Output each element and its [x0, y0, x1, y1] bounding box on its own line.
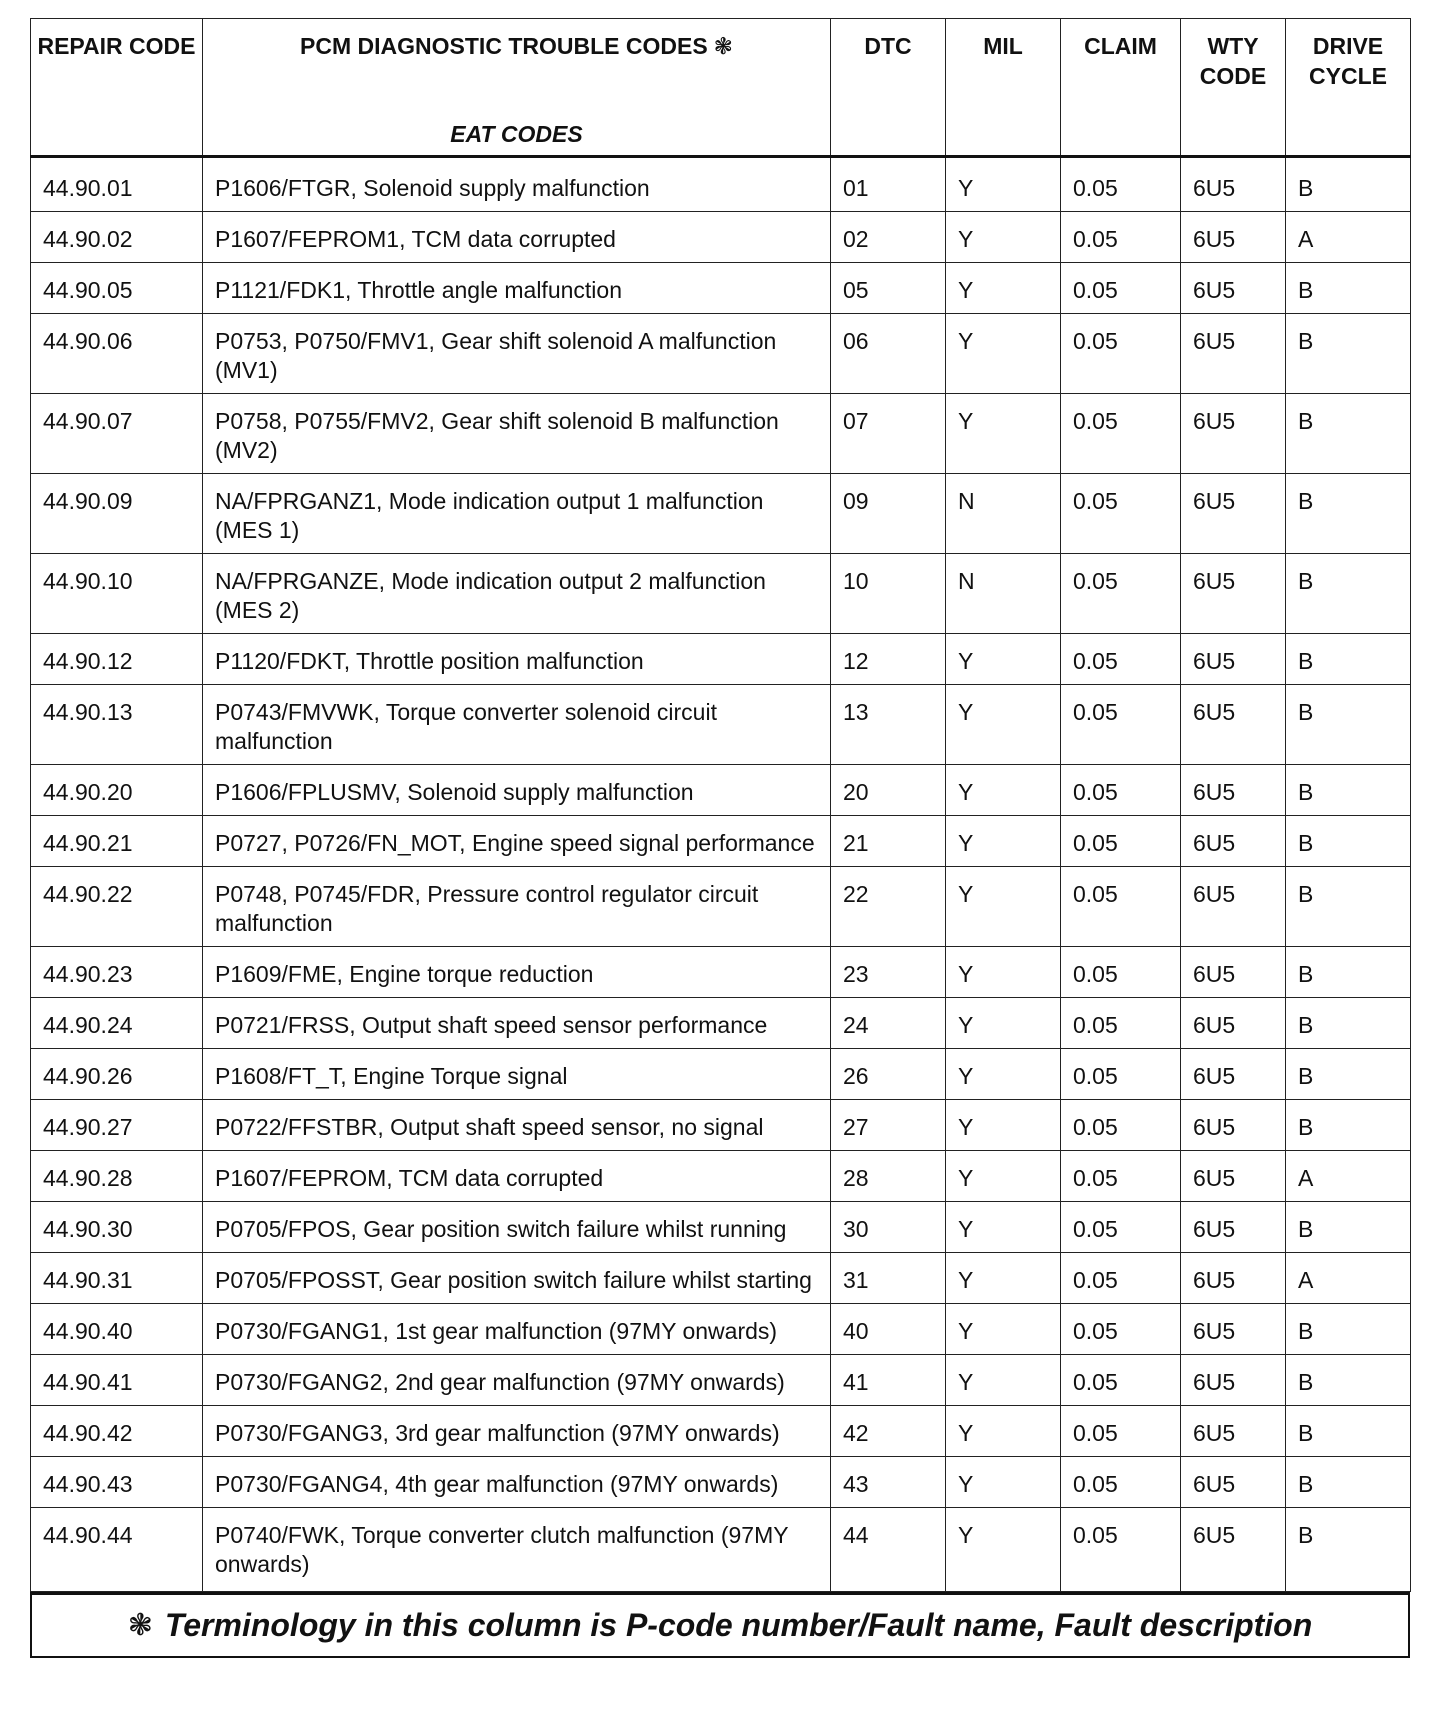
dtc-cell: 07 [831, 394, 946, 474]
dtc-table [30, 18, 1411, 1592]
dtc-cell: 43 [831, 1457, 946, 1508]
description-cell: P0748, P0745/FDR, Pressure control regulator circuit malfunction [203, 867, 831, 947]
col-header-mil: MIL [946, 19, 1061, 157]
wty-code-cell: 6U5 [1181, 1100, 1286, 1151]
description-cell: P0705/FPOSST, Gear position switch failure whilst starting [203, 1253, 831, 1304]
drive-cycle-cell: B [1286, 314, 1411, 394]
terminology-footnote [30, 1592, 1410, 1658]
repair-code-cell: 44.90.40 [31, 1304, 203, 1355]
table-header [31, 19, 1411, 157]
wty-code-cell: 6U5 [1181, 157, 1286, 212]
description-cell: NA/FPRGANZE, Mode indication output 2 malfunction (MES 2) [203, 554, 831, 634]
drive-cycle-cell: B [1286, 1202, 1411, 1253]
description-cell: P0705/FPOS, Gear position switch failure whilst running [203, 1202, 831, 1253]
claim-cell: 0.05 [1061, 212, 1181, 263]
dtc-cell: 27 [831, 1100, 946, 1151]
description-cell: P1607/FEPROM, TCM data corrupted [203, 1151, 831, 1202]
repair-code-cell: 44.90.28 [31, 1151, 203, 1202]
table-row [31, 1457, 1411, 1508]
mil-cell: Y [946, 1049, 1061, 1100]
dtc-cell: 09 [831, 474, 946, 554]
mil-cell: N [946, 554, 1061, 634]
drive-cycle-cell: A [1286, 212, 1411, 263]
description-cell: P0743/FMVWK, Torque converter solenoid circuit malfunction [203, 685, 831, 765]
table-row [31, 314, 1411, 394]
wty-code-cell: 6U5 [1181, 867, 1286, 947]
drive-cycle-cell: B [1286, 554, 1411, 634]
dtc-cell: 06 [831, 314, 946, 394]
wty-code-cell: 6U5 [1181, 212, 1286, 263]
table-row [31, 765, 1411, 816]
table-row [31, 157, 1411, 212]
claim-cell: 0.05 [1061, 1355, 1181, 1406]
table-row [31, 1253, 1411, 1304]
drive-cycle-cell: B [1286, 867, 1411, 947]
table-row [31, 816, 1411, 867]
claim-cell: 0.05 [1061, 263, 1181, 314]
wty-code-cell: 6U5 [1181, 474, 1286, 554]
mil-cell: Y [946, 1508, 1061, 1592]
description-cell: P0730/FGANG3, 3rd gear malfunction (97MY onwards) [203, 1406, 831, 1457]
mil-cell: Y [946, 816, 1061, 867]
description-cell: P1608/FT_T, Engine Torque signal [203, 1049, 831, 1100]
drive-cycle-cell: B [1286, 998, 1411, 1049]
repair-code-cell: 44.90.23 [31, 947, 203, 998]
repair-code-cell: 44.90.10 [31, 554, 203, 634]
table-row [31, 1151, 1411, 1202]
repair-code-cell: 44.90.27 [31, 1100, 203, 1151]
claim-cell: 0.05 [1061, 474, 1181, 554]
mil-cell: Y [946, 867, 1061, 947]
mil-cell: Y [946, 947, 1061, 998]
mil-cell: Y [946, 634, 1061, 685]
col-header-dtc: DTC [831, 19, 946, 157]
wty-code-cell: 6U5 [1181, 998, 1286, 1049]
table-body [31, 157, 1411, 1592]
drive-cycle-cell: B [1286, 157, 1411, 212]
table-row [31, 947, 1411, 998]
table-row [31, 1406, 1411, 1457]
description-cell: P1606/FPLUSMV, Solenoid supply malfunction [203, 765, 831, 816]
description-cell: P0721/FRSS, Output shaft speed sensor performance [203, 998, 831, 1049]
mil-cell: Y [946, 394, 1061, 474]
drive-cycle-cell: B [1286, 1304, 1411, 1355]
dtc-cell: 24 [831, 998, 946, 1049]
dtc-cell: 05 [831, 263, 946, 314]
wty-code-cell: 6U5 [1181, 1508, 1286, 1592]
repair-code-cell: 44.90.07 [31, 394, 203, 474]
mil-cell: Y [946, 212, 1061, 263]
repair-code-cell: 44.90.43 [31, 1457, 203, 1508]
table-row [31, 1049, 1411, 1100]
drive-cycle-cell: B [1286, 1355, 1411, 1406]
claim-cell: 0.05 [1061, 157, 1181, 212]
repair-code-cell: 44.90.41 [31, 1355, 203, 1406]
description-cell: P0722/FFSTBR, Output shaft speed sensor, no signal [203, 1100, 831, 1151]
mil-cell: Y [946, 1355, 1061, 1406]
drive-cycle-cell: B [1286, 263, 1411, 314]
description-cell: P0730/FGANG1, 1st gear malfunction (97MY onwards) [203, 1304, 831, 1355]
dtc-cell: 31 [831, 1253, 946, 1304]
dtc-cell: 30 [831, 1202, 946, 1253]
wty-code-cell: 6U5 [1181, 947, 1286, 998]
dtc-cell: 41 [831, 1355, 946, 1406]
drive-cycle-cell: B [1286, 1508, 1411, 1592]
claim-cell: 0.05 [1061, 685, 1181, 765]
wty-code-cell: 6U5 [1181, 554, 1286, 634]
repair-code-cell: 44.90.24 [31, 998, 203, 1049]
col-header-wty-code: WTY CODE [1181, 19, 1286, 157]
drive-cycle-cell: B [1286, 765, 1411, 816]
table-row [31, 685, 1411, 765]
table-row [31, 867, 1411, 947]
drive-cycle-cell: B [1286, 634, 1411, 685]
wty-code-cell: 6U5 [1181, 765, 1286, 816]
mil-cell: Y [946, 685, 1061, 765]
dtc-cell: 22 [831, 867, 946, 947]
dtc-cell: 42 [831, 1406, 946, 1457]
repair-code-cell: 44.90.30 [31, 1202, 203, 1253]
wty-code-cell: 6U5 [1181, 1457, 1286, 1508]
wty-code-cell: 6U5 [1181, 1202, 1286, 1253]
mil-cell: Y [946, 765, 1061, 816]
claim-cell: 0.05 [1061, 1100, 1181, 1151]
mil-cell: Y [946, 1457, 1061, 1508]
dtc-cell: 23 [831, 947, 946, 998]
description-cell: P0758, P0755/FMV2, Gear shift solenoid B malfunction (MV2) [203, 394, 831, 474]
mil-cell: Y [946, 1406, 1061, 1457]
description-cell: P0730/FGANG4, 4th gear malfunction (97MY onwards) [203, 1457, 831, 1508]
col-header-drive-cycle: DRIVE CYCLE [1286, 19, 1411, 157]
wty-code-cell: 6U5 [1181, 1049, 1286, 1100]
dtc-cell: 01 [831, 157, 946, 212]
wty-code-cell: 6U5 [1181, 816, 1286, 867]
mil-cell: Y [946, 1202, 1061, 1253]
dtc-cell: 28 [831, 1151, 946, 1202]
mil-cell: Y [946, 314, 1061, 394]
description-cell: P1120/FDKT, Throttle position malfunction [203, 634, 831, 685]
repair-code-cell: 44.90.21 [31, 816, 203, 867]
repair-code-cell: 44.90.26 [31, 1049, 203, 1100]
table-row [31, 1202, 1411, 1253]
repair-code-cell: 44.90.22 [31, 867, 203, 947]
claim-cell: 0.05 [1061, 1406, 1181, 1457]
wty-code-cell: 6U5 [1181, 634, 1286, 685]
claim-cell: 0.05 [1061, 1508, 1181, 1592]
table-row [31, 394, 1411, 474]
description-cell: P0730/FGANG2, 2nd gear malfunction (97MY onwards) [203, 1355, 831, 1406]
drive-cycle-cell: B [1286, 394, 1411, 474]
repair-code-cell: 44.90.02 [31, 212, 203, 263]
col-header-claim: CLAIM [1061, 19, 1181, 157]
asterisk-icon: ❃ [713, 33, 733, 59]
dtc-cell: 02 [831, 212, 946, 263]
repair-code-cell: 44.90.44 [31, 1508, 203, 1592]
wty-code-cell: 6U5 [1181, 394, 1286, 474]
repair-code-cell: 44.90.20 [31, 765, 203, 816]
dtc-cell: 44 [831, 1508, 946, 1592]
description-cell: P0740/FWK, Torque converter clutch malfunction (97MY onwards) [203, 1508, 831, 1592]
dtc-cell: 40 [831, 1304, 946, 1355]
drive-cycle-cell: B [1286, 474, 1411, 554]
dtc-cell: 20 [831, 765, 946, 816]
table-row [31, 212, 1411, 263]
drive-cycle-cell: A [1286, 1253, 1411, 1304]
claim-cell: 0.05 [1061, 765, 1181, 816]
drive-cycle-cell: B [1286, 816, 1411, 867]
mil-cell: Y [946, 1100, 1061, 1151]
table-row [31, 1355, 1411, 1406]
wty-code-cell: 6U5 [1181, 1304, 1286, 1355]
claim-cell: 0.05 [1061, 867, 1181, 947]
dtc-cell: 26 [831, 1049, 946, 1100]
dtc-cell: 21 [831, 816, 946, 867]
wty-code-cell: 6U5 [1181, 685, 1286, 765]
claim-cell: 0.05 [1061, 947, 1181, 998]
description-cell: P0753, P0750/FMV1, Gear shift solenoid A malfunction (MV1) [203, 314, 831, 394]
mil-cell: N [946, 474, 1061, 554]
wty-code-cell: 6U5 [1181, 1151, 1286, 1202]
claim-cell: 0.05 [1061, 998, 1181, 1049]
claim-cell: 0.05 [1061, 1202, 1181, 1253]
table-row [31, 1304, 1411, 1355]
wty-code-cell: 6U5 [1181, 263, 1286, 314]
claim-cell: 0.05 [1061, 1304, 1181, 1355]
dtc-cell: 10 [831, 554, 946, 634]
repair-code-cell: 44.90.13 [31, 685, 203, 765]
repair-code-cell: 44.90.01 [31, 157, 203, 212]
repair-code-cell: 44.90.05 [31, 263, 203, 314]
mil-cell: Y [946, 157, 1061, 212]
drive-cycle-cell: B [1286, 1100, 1411, 1151]
drive-cycle-cell: B [1286, 685, 1411, 765]
claim-cell: 0.05 [1061, 314, 1181, 394]
eat-codes-subtitle: EAT CODES [450, 121, 583, 147]
table-row [31, 998, 1411, 1049]
claim-cell: 0.05 [1061, 1253, 1181, 1304]
claim-cell: 0.05 [1061, 1049, 1181, 1100]
wty-code-cell: 6U5 [1181, 1406, 1286, 1457]
mil-cell: Y [946, 1304, 1061, 1355]
table-row [31, 554, 1411, 634]
claim-cell: 0.05 [1061, 394, 1181, 474]
table-row [31, 634, 1411, 685]
drive-cycle-cell: B [1286, 947, 1411, 998]
dtc-cell: 13 [831, 685, 946, 765]
dtc-cell: 12 [831, 634, 946, 685]
table-row [31, 1100, 1411, 1151]
asterisk-icon: ❃ [127, 1609, 153, 1642]
table-row [31, 474, 1411, 554]
drive-cycle-cell: A [1286, 1151, 1411, 1202]
wty-code-cell: 6U5 [1181, 1253, 1286, 1304]
mil-cell: Y [946, 263, 1061, 314]
description-cell: P0727, P0726/FN_MOT, Engine speed signal performance [203, 816, 831, 867]
repair-code-cell: 44.90.06 [31, 314, 203, 394]
table-row [31, 1508, 1411, 1592]
drive-cycle-cell: B [1286, 1406, 1411, 1457]
col-header-pcm-dtc [203, 19, 831, 157]
description-cell: P1121/FDK1, Throttle angle malfunction [203, 263, 831, 314]
claim-cell: 0.05 [1061, 1151, 1181, 1202]
description-cell: P1609/FME, Engine torque reduction [203, 947, 831, 998]
claim-cell: 0.05 [1061, 816, 1181, 867]
mil-cell: Y [946, 1253, 1061, 1304]
repair-code-cell: 44.90.42 [31, 1406, 203, 1457]
repair-code-cell: 44.90.12 [31, 634, 203, 685]
drive-cycle-cell: B [1286, 1049, 1411, 1100]
table-row [31, 263, 1411, 314]
repair-code-cell: 44.90.31 [31, 1253, 203, 1304]
claim-cell: 0.05 [1061, 554, 1181, 634]
wty-code-cell: 6U5 [1181, 1355, 1286, 1406]
claim-cell: 0.05 [1061, 1457, 1181, 1508]
footnote-text: Terminology in this column is P-code number/Fault name, Fault description [164, 1607, 1313, 1643]
document-page [30, 18, 1410, 1658]
wty-code-cell: 6U5 [1181, 314, 1286, 394]
mil-cell: Y [946, 998, 1061, 1049]
drive-cycle-cell: B [1286, 1457, 1411, 1508]
description-cell: P1606/FTGR, Solenoid supply malfunction [203, 157, 831, 212]
mil-cell: Y [946, 1151, 1061, 1202]
col-header-repair-code: REPAIR CODE [31, 19, 203, 157]
pcm-title: PCM DIAGNOSTIC TROUBLE CODES [300, 33, 708, 59]
description-cell: P1607/FEPROM1, TCM data corrupted [203, 212, 831, 263]
claim-cell: 0.05 [1061, 634, 1181, 685]
description-cell: NA/FPRGANZ1, Mode indication output 1 malfunction (MES 1) [203, 474, 831, 554]
repair-code-cell: 44.90.09 [31, 474, 203, 554]
